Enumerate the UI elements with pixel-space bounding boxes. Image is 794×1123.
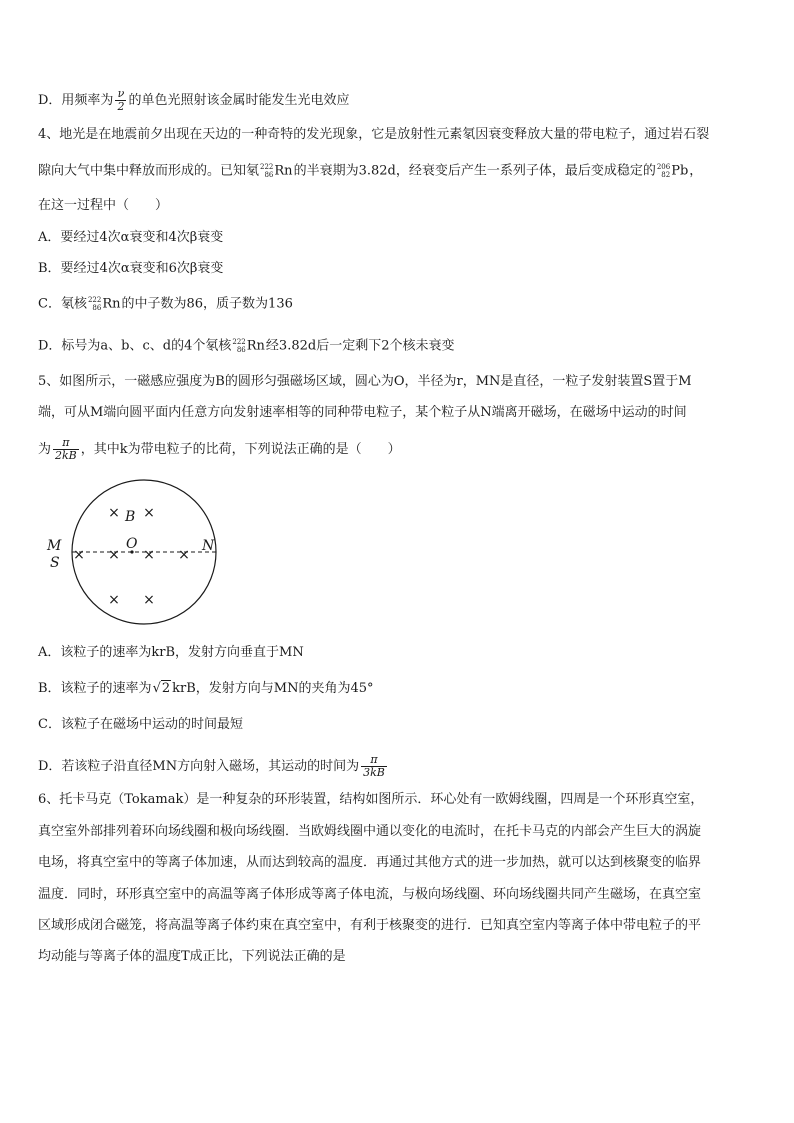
q4-stem-l2-c: ， (689, 163, 703, 179)
field-cross: × (143, 547, 155, 563)
field-cross: × (108, 547, 120, 563)
q4-option-b: B．要经过4次α衰变和6次β衰变 (38, 261, 224, 276)
frac-numerator: π (53, 437, 79, 450)
q3-option-d (38, 88, 349, 113)
q5-option-c: C．该粒子在磁场中运动的时间最短 (38, 717, 243, 732)
label-n: N (202, 538, 215, 554)
field-cross: × (108, 505, 120, 521)
element-symbol: Rn (246, 338, 265, 354)
frac-denominator: 2kB (55, 449, 77, 462)
frac-denominator: 3kB (363, 766, 385, 779)
fraction (53, 437, 79, 462)
q5-stem-line-1: 5、如图所示，一磁感应强度为B的圆形匀强磁场区域，圆心为O，半径为r，MN是直径，一粒子发射装置S置于M (38, 374, 692, 389)
q5-stem-line-2: 端，可从M端向圆平面内任意方向发射速率相等的同种带电粒子，某个粒子从N端离开磁场，在磁场中运动的时间 (38, 405, 687, 420)
mass-number: 222 (232, 338, 246, 346)
nuclide-rn (260, 163, 293, 180)
element-symbol: Rn (102, 296, 121, 312)
q3-opt-d-post: 的单色光照射该金属时能发生光电效应 (128, 93, 350, 108)
label-s: S (50, 555, 60, 571)
q4-option-d (38, 338, 454, 355)
fraction (361, 754, 387, 779)
atomic-number: 82 (661, 171, 671, 179)
q5-stem-l3-b: ，其中k为带电粒子的比荷，下列说法正确的是（ ） (80, 442, 401, 457)
nuclide-rn (232, 338, 265, 355)
element-symbol: Pb (671, 163, 689, 179)
label-m: M (47, 538, 62, 554)
q6-stem-line-4: 温度．同时，环形真空室中的高温等离子体形成等离子体电流，与极向场线圈、环向场线圈共同产生磁场，在真空室 (38, 887, 702, 902)
q5-option-b (38, 681, 374, 697)
nuclide-rn (88, 296, 121, 313)
q4-stem-line-3: 在这一过程中（ ） (38, 198, 169, 213)
q6-stem-line-5: 区域形成闭合磁笼，将高温等离子体约束在真空室中，有利于核聚变的进行．已知真空室内等离子体中带电粒子的平 (38, 918, 702, 933)
field-cross: × (143, 592, 155, 608)
q5-option-d (38, 754, 389, 779)
field-cross: × (143, 505, 155, 521)
q5-stem-line-3 (38, 437, 401, 462)
q6-stem-line-6: 均动能与等离子体的温度T成正比，下列说法正确的是 (38, 949, 346, 964)
mass-number: 222 (260, 163, 274, 171)
q5-opt-d-a: D．若该粒子沿直径MN方向射入磁场，其运动的时间为 (38, 759, 360, 774)
sqrt-radicand: 2 (161, 681, 171, 696)
field-cross: × (108, 592, 120, 608)
q6-stem-line-1: 6、托卡马克（Tokamak）是一种复杂的环形装置，结构如图所示．环心处有一欧姆线圈，四周是一个环形真空室， (38, 792, 704, 807)
q5-opt-b-b: krB，发射方向与MN的夹角为45° (172, 681, 374, 696)
frac-numerator: ν (115, 88, 126, 101)
q6-stem-line-3: 电场，将真空室中的等离子体加速，从而达到较高的温度．再通过其他方式的进一步加热，就可以达到核聚变的临界 (38, 855, 702, 870)
q5-stem-l3-a: 为 (38, 442, 52, 457)
q4-option-a: A．要经过4次α衰变和4次β衰变 (38, 230, 224, 245)
q4-opt-c-a: C．氡核 (38, 296, 87, 312)
frac-denominator: 2 (117, 100, 125, 113)
magnetic-field-diagram (44, 476, 234, 628)
q4-stem-line-2 (38, 163, 702, 180)
q4-opt-d-a: D．标号为a、b、c、d的4个氡核 (38, 338, 232, 354)
label-b: B (125, 509, 136, 525)
sqrt: √2 (152, 681, 171, 696)
q4-option-c (38, 296, 293, 313)
q4-stem-l2-b: 的半衰期为3.82d，经衰变后产生一系列子体，最后变成稳定的 (293, 163, 656, 179)
mass-number: 222 (87, 296, 102, 304)
nuclide-pb (657, 163, 688, 180)
q4-stem-l2-a: 隙向大气中集中释放而形成的。已知氡 (38, 163, 260, 179)
q5-option-a: A．该粒子的速率为krB，发射方向垂直于MN (38, 645, 304, 660)
frac-numerator: π (361, 754, 387, 767)
q4-opt-c-b: 的中子数为86，质子数为136 (121, 296, 293, 312)
atomic-number: 86 (236, 346, 246, 354)
q6-stem-line-2: 真空室外部排列着环向场线圈和极向场线圈．当欧姆线圈中通以变化的电流时，在托卡马克的内部会产生巨大的涡旋 (38, 824, 702, 839)
q5-opt-b-a: B．该粒子的速率为 (38, 681, 152, 696)
mass-number: 206 (656, 163, 671, 171)
element-symbol: Rn (274, 163, 293, 179)
q3-opt-d-pre: D．用频率为 (38, 93, 114, 108)
label-o: O (126, 536, 138, 552)
field-cross: × (178, 547, 190, 563)
q4-opt-d-b: 经3.82d后一定剩下2个核未衰变 (265, 338, 455, 354)
fraction (115, 88, 126, 113)
atomic-number: 86 (264, 171, 274, 179)
q4-stem-line-1: 4、地光是在地震前夕出现在天边的一种奇特的发光现象，它是放射性元素氡因衰变释放大量的带电粒子，通过岩石裂 (38, 127, 710, 142)
atomic-number: 86 (92, 304, 102, 312)
field-cross: × (73, 547, 85, 563)
